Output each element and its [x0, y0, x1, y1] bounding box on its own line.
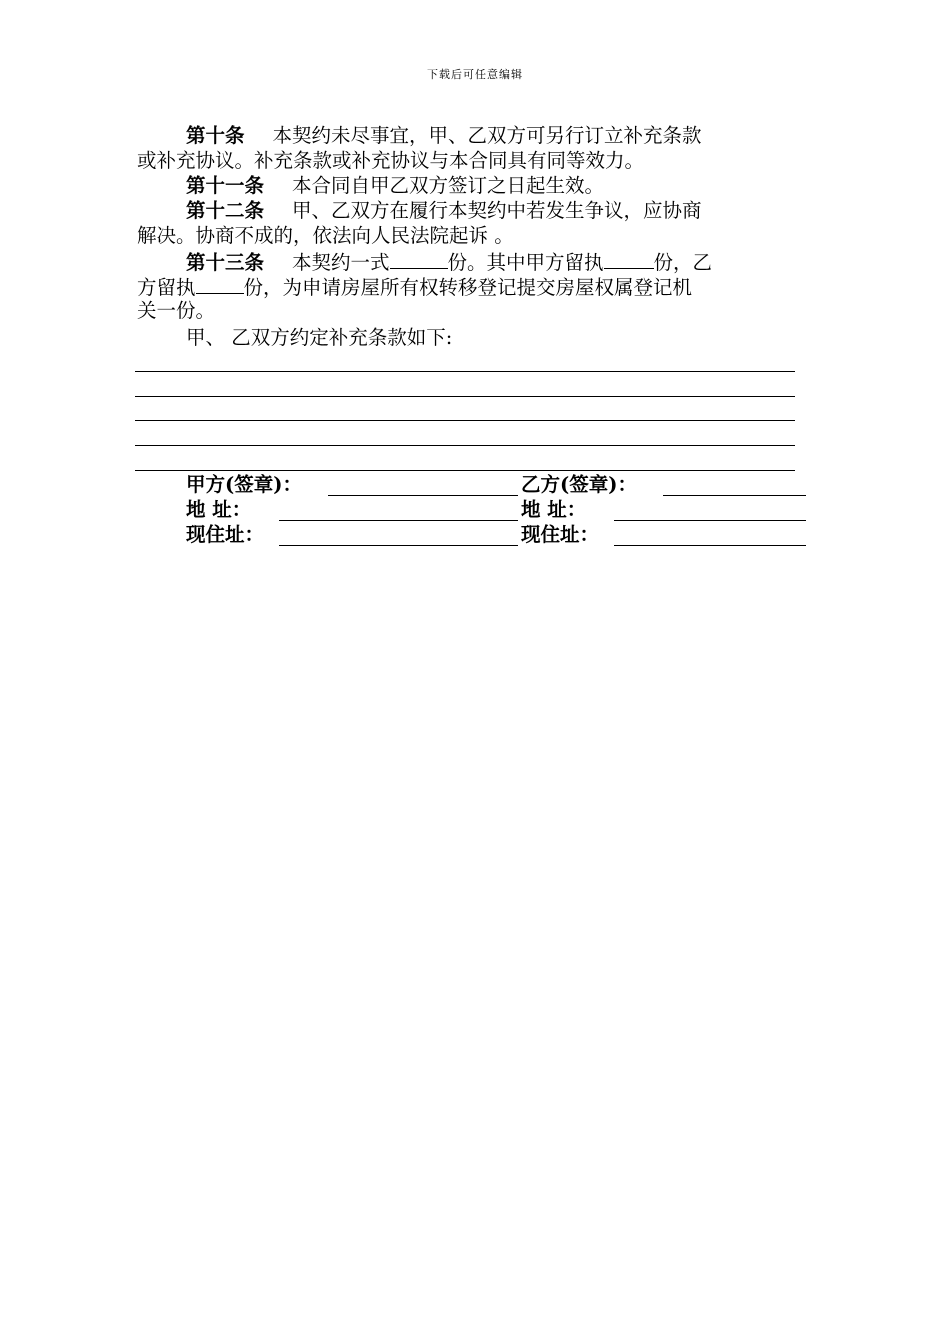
article-13-text-1c: 份，乙	[653, 251, 713, 274]
party-b-address-line[interactable]	[614, 520, 806, 521]
party-b-signature-line[interactable]	[663, 495, 806, 496]
party-a-residence-label: 现住址：	[186, 523, 265, 546]
article-13-text-2a: 方留执	[137, 276, 196, 299]
copies-total-blank[interactable]	[390, 249, 448, 269]
article-10-line-1	[186, 124, 856, 149]
party-b-signature-label: 乙方(签章)：	[521, 473, 637, 496]
copies-party-b-blank[interactable]	[196, 274, 244, 294]
party-b-address-label: 地 址：	[521, 498, 587, 521]
party-a-address-line[interactable]	[279, 520, 518, 521]
party-b-residence-line[interactable]	[614, 545, 806, 546]
article-10-title: 第十条	[186, 124, 245, 147]
supplement-line-2[interactable]	[135, 396, 795, 397]
supplement-line-1[interactable]	[135, 371, 795, 372]
article-13-text-1a: 本契约一式	[292, 251, 390, 274]
article-11	[186, 174, 856, 199]
article-10-text-1: 本契约未尽事宜，甲、乙双方可另行订立补充条款	[272, 124, 702, 147]
article-10-line-2: 或补充协议。补充条款或补充协议与本合同具有同等效力。	[137, 149, 645, 172]
supplement-heading: 甲、 乙双方约定补充条款如下:	[186, 326, 453, 349]
supplement-line-4[interactable]	[135, 445, 795, 446]
article-13-line-2	[137, 274, 807, 301]
article-13-line-1	[186, 249, 856, 276]
copies-party-a-blank[interactable]	[604, 249, 654, 269]
supplement-line-5[interactable]	[135, 470, 795, 471]
party-a-signature-line[interactable]	[328, 495, 518, 496]
article-12-line-2: 解决。协商不成的，依法向人民法院起诉 。	[137, 224, 514, 247]
party-a-signature-label: 甲方(签章)：	[186, 473, 302, 496]
article-12-text-1: 甲、乙双方在履行本契约中若发生争议，应协商	[292, 199, 702, 222]
article-11-title: 第十一条	[186, 174, 265, 197]
article-13-text-2b: 份，为申请房屋所有权转移登记提交房屋权属登记机	[243, 276, 693, 299]
party-b-residence-label: 现住址：	[521, 523, 600, 546]
article-13-text-1b: 份。其中甲方留执	[447, 251, 604, 274]
article-13-line-3: 关一份。	[137, 299, 216, 322]
party-a-residence-line[interactable]	[279, 545, 518, 546]
article-12-line-1	[186, 199, 856, 224]
page-header: 下载后可任意编辑	[427, 68, 523, 81]
party-a-address-label: 地 址：	[186, 498, 252, 521]
article-11-text: 本合同自甲乙双方签订之日起生效。	[292, 174, 605, 197]
article-12-title: 第十二条	[186, 199, 265, 222]
article-13-title: 第十三条	[186, 251, 265, 274]
supplement-line-3[interactable]	[135, 420, 795, 421]
